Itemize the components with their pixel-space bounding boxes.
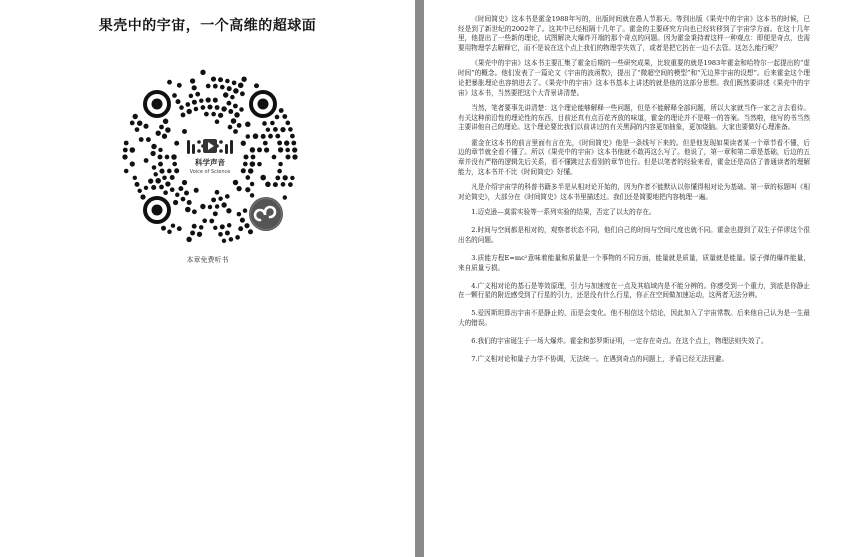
qr-dot [245, 187, 250, 192]
qr-dot [254, 83, 259, 88]
right-page [424, 0, 844, 557]
qr-dot [218, 196, 223, 201]
qr-dot [241, 77, 246, 82]
qr-dot [225, 79, 230, 84]
qr-dot [158, 162, 163, 167]
qr-dot [140, 194, 145, 199]
qr-dot [181, 112, 186, 117]
qr-dot [181, 197, 186, 202]
qr-dot [225, 231, 230, 236]
qr-dot [257, 162, 262, 167]
qr-dot [152, 165, 157, 170]
qr-dot [223, 92, 228, 97]
qr-dot [222, 239, 226, 243]
qr-dot [225, 194, 230, 199]
qr-dot [171, 224, 175, 228]
qr-dot [220, 224, 225, 229]
qr-dot [264, 147, 269, 152]
qr-dot [130, 121, 135, 126]
book-text [458, 15, 810, 373]
qr-dot [172, 93, 177, 98]
qr-dot [159, 125, 164, 130]
list-item: 4.广义相对论的基石是等效原理，引力与加速度在一点及其临域内是不能分辨的。你感受到一个重力，到底是你静止在一颗行星的附近感受到了行星的引力，还是没有什么行星，你正在空间做加速运动，这两者无法分辨。 [458, 281, 810, 300]
qr-dot [192, 100, 197, 105]
qr-dot [292, 154, 297, 159]
qr-dot [163, 190, 168, 195]
qr-dot [130, 147, 136, 153]
qr-dot [213, 84, 218, 89]
qr-dot [190, 231, 195, 236]
qr-dot [245, 175, 250, 180]
qr-dot [243, 154, 248, 159]
qr-dot [182, 129, 187, 134]
qr-dot [272, 155, 277, 160]
qr-dot [175, 193, 179, 197]
qr-dot [283, 195, 287, 199]
qr-dot [226, 101, 231, 106]
qr-dot [263, 141, 268, 146]
qr-dot [197, 232, 202, 237]
qr-dot [236, 186, 241, 191]
qr-dot [270, 121, 275, 126]
qr-dot [123, 148, 128, 153]
voice-of-science-logo [177, 124, 243, 190]
qr-dot [231, 118, 237, 124]
qr-dot [155, 178, 161, 184]
qr-dot [288, 127, 293, 132]
paragraph: 霍金在这本书的前言里面有言在先，《时间简史》他是一条线写下来的。但是他发现如果读者某一个章节看不懂，后边的章节就全看不懂了。所以《果壳中的宇宙》这本书他就不敢再这么写了。他说了，第一章和第二章是基础，后边的五章并没有严格的逻辑先后关系，看不懂跳过去看别的章节也行。但是以笔者的经验来看，霍金还是高估了普通读者的理解能力，这本书并不比《时间简史》好懂。 [458, 138, 810, 176]
qr-dot [211, 112, 216, 117]
qr-dot [245, 122, 250, 127]
qr-finder-top-left [145, 92, 169, 116]
qr-dot [163, 119, 168, 124]
qr-dot [204, 112, 209, 117]
qr-dot [218, 113, 223, 118]
qr-dot [292, 147, 297, 152]
qr-dot [239, 107, 244, 112]
qr-dot [277, 140, 282, 145]
qr-dot [237, 212, 242, 217]
qr-dot [122, 154, 127, 159]
qr-dot [167, 230, 172, 235]
mini-program-badge-icon [249, 197, 283, 231]
qr-dot [185, 207, 191, 213]
qr-dot [179, 105, 184, 110]
qr-dot [279, 108, 284, 113]
qr-dot [151, 144, 156, 149]
qr-dot [284, 140, 289, 145]
page-gutter [415, 0, 424, 557]
qr-dot [241, 141, 246, 146]
qr-dot [253, 133, 259, 139]
qr-dot [218, 232, 223, 237]
qr-dot [195, 92, 200, 97]
qr-dot [250, 193, 255, 198]
qr-dot [206, 84, 211, 89]
qr-dot [182, 180, 187, 185]
qr-dot [243, 208, 248, 213]
qr-dot [227, 86, 232, 91]
list-item: 5.爱因斯坦算出宇宙不是静止的，而是会变化。他不相信这个结论，因此加入了宇宙常数。后来他自己认为是一生最大的错误。 [458, 309, 810, 328]
qr-dot [158, 148, 162, 152]
qr-dot [240, 91, 245, 96]
qr-dot [233, 129, 238, 134]
qr-dot [285, 121, 290, 126]
qr-caption: 本章免费听书 [186, 256, 229, 264]
qr-dot [192, 209, 197, 214]
svg-text:科学声音: 科学声音 [195, 158, 225, 167]
list-item: 6.我们的宇宙诞生于一场大爆炸。霍金和彭罗斯证明，一定存在奇点。在这个点上，物理法则失效了。 [471, 337, 768, 346]
qr-dot [261, 134, 266, 139]
qr-finder-bottom-left [145, 198, 169, 222]
qr-dot [262, 121, 267, 126]
qr-dot [192, 85, 197, 90]
qr-dot [148, 178, 153, 183]
qr-dot [174, 168, 179, 173]
qr-dot [133, 114, 138, 119]
qr-dot [170, 175, 175, 180]
qr-dot [144, 186, 148, 190]
qr-dot [213, 98, 218, 103]
qr-dot [248, 229, 253, 234]
list-item: 3.质能方程E=mc²意味着能量和质量是一个事物的不同方面，能量就是质量，质量就是能量。原子弹的爆炸能量，来自质量亏损。 [458, 253, 810, 272]
qr-dot [124, 141, 129, 146]
qr-dot [213, 226, 217, 230]
qr-dot [211, 197, 216, 202]
paragraph: 《果壳中的宇宙》这本书主要汇集了霍金后期的一些研究成果，比较重要的就是1983年霍金和哈特尔一起提出的“虚时间”的概念。他们发表了一篇论文《宇宙的波函数》，提出了“微超空间的模型”和“无边界宇宙的设想”。后来霍金这个理论把暴胀理论也容纳进去了。《果壳中的宇宙》这本书基本上讲述的就是他的这部分思想。我们既然要讲述《果壳中的宇宙》这本书，当然要把这个大背景讲清楚。 [458, 59, 810, 97]
qr-dot [273, 127, 278, 132]
qr-dot [215, 105, 220, 110]
qr-dot [278, 162, 282, 166]
qr-finder-top-right [251, 92, 275, 116]
qr-dot [184, 191, 189, 196]
qr-dot [244, 223, 249, 228]
qr-dot [156, 131, 161, 136]
qr-dot [165, 127, 171, 133]
qr-dot [137, 120, 142, 125]
qr-code[interactable] [121, 68, 299, 246]
qr-dot [177, 226, 182, 231]
qr-dot [135, 127, 140, 132]
qr-dot [146, 137, 151, 142]
qr-dot [202, 219, 207, 224]
qr-dot [209, 219, 214, 224]
qr-dot [139, 137, 144, 142]
qr-dot [177, 83, 182, 88]
qr-dot [221, 202, 226, 207]
qr-dot [186, 109, 191, 114]
qr-dot [285, 148, 290, 153]
qr-dot [235, 235, 240, 240]
qr-dot [162, 176, 167, 181]
qr-code-graphic [121, 68, 299, 246]
qr-dot [189, 94, 194, 99]
qr-dot [159, 169, 164, 174]
qr-dot [206, 97, 211, 102]
qr-dot [221, 106, 226, 111]
qr-dot [260, 175, 266, 181]
qr-dot [275, 115, 280, 120]
qr-dot [161, 226, 166, 231]
qr-dot [233, 104, 238, 109]
qr-dot [277, 169, 282, 174]
qr-dot [187, 200, 192, 205]
qr-dot [143, 124, 148, 129]
qr-dot [285, 154, 290, 159]
qr-dot [246, 134, 251, 139]
left-page [0, 0, 415, 557]
page-title: 果壳中的宇宙，一个高维的超球面 [98, 18, 317, 34]
qr-dot [229, 237, 234, 242]
qr-dot [192, 224, 197, 229]
qr-dot [273, 182, 278, 187]
qr-dot [251, 155, 256, 160]
qr-dot [171, 154, 177, 160]
qr-dot [250, 147, 255, 152]
qr-dot [233, 180, 238, 185]
paragraph: 当然，笔者要事先讲清楚：这个理论能够解释一些问题，但是不能解释全部问题，所以大家就当作一家之言去看待。有关这种前沿性的理论性的东西，目前还真有点百花齐放的味道，霍金的理论并不是唯一的答案。当然啦，他写的书当然主要讲他自己的理论。这个理论要比我们以前讲过的有关黑洞的内容更加抽象，更加烧脑。大家也要做好心理准备。 [458, 103, 810, 132]
qr-dot [280, 127, 285, 132]
qr-dot [199, 225, 204, 230]
qr-dot [159, 185, 164, 190]
qr-dot [199, 98, 203, 102]
qr-dot [194, 188, 199, 193]
qr-dot [194, 107, 198, 111]
qr-dot [215, 204, 219, 208]
paragraph: 凡是介绍宇宙学的科普书籍多半是从相对论开始的，因为作者不能默认以你懂得相对论为基础。第一章的标题叫《相对论简史》，大部分在《时间简史》这本书里描述过。我们还是简要地把内容梳理一遍。 [458, 182, 810, 201]
qr-dot [250, 182, 254, 186]
qr-dot [167, 169, 172, 174]
qr-dot [167, 80, 172, 85]
qr-dot [227, 223, 232, 228]
qr-dot [290, 134, 295, 139]
paragraph: 《时间简史》这本书是霍金1988年写的，出版时间就在愚人节那天。等到出版《果壳中的宇宙》这本书的时候，已经是到了新世纪的2002年了。这其中已经相隔十几年了。霍金的主要研究方向也已经转移到了宇宙学方面。在这十几年里，他提出了一些新的理论，试图解决大爆炸开端的那个奇点的问题。因为霍金秉持着这样一种观点：即便是奇点，也需要用物理学去解释它，而不是说在这个点上我们的物理学失效了，或者是把它扔在一边不去管。这怎么能行呢？ [458, 15, 810, 53]
qr-dot [158, 155, 163, 160]
qr-dot [282, 114, 287, 119]
qr-dot [288, 182, 293, 187]
qr-dot [200, 70, 205, 75]
qr-dot [200, 204, 205, 209]
qr-dot [130, 161, 135, 166]
qr-dot [144, 158, 149, 163]
qr-dot [165, 181, 170, 186]
qr-dot [266, 127, 270, 131]
qr-dot [185, 102, 190, 107]
qr-dot [211, 77, 216, 82]
qr-dot [290, 176, 294, 180]
qr-dot [250, 161, 256, 167]
qr-dot [275, 176, 280, 181]
qr-dot [207, 104, 212, 109]
svg-text:Voice of Science: Voice of Science [189, 169, 231, 175]
qr-dot [281, 182, 286, 187]
qr-dot [178, 186, 183, 191]
qr-dot [268, 134, 273, 139]
qr-dot [162, 134, 167, 139]
qr-dot [238, 83, 244, 89]
qr-dot [153, 172, 157, 176]
qr-dot [257, 147, 262, 152]
qr-dot [226, 208, 231, 213]
qr-dot [220, 85, 225, 90]
qr-dot [173, 200, 178, 205]
qr-dot [124, 169, 129, 174]
qr-dot [213, 211, 218, 216]
qr-dot [238, 226, 243, 231]
qr-dot [150, 151, 155, 156]
qr-dot [175, 99, 180, 104]
list-item: 1.迈克逊—莫雷实验等一系列实验的结果，否定了以太的存在。 [471, 207, 656, 216]
qr-dot [174, 141, 179, 146]
qr-dot [170, 187, 175, 192]
qr-dot [218, 77, 223, 82]
qr-dot [228, 109, 233, 114]
qr-dot [248, 168, 253, 173]
qr-dot [137, 189, 141, 193]
qr-dot [172, 162, 177, 167]
qr-dot [275, 134, 280, 139]
qr-dot [165, 155, 170, 160]
qr-dot [283, 175, 288, 180]
qr-dot [190, 78, 195, 83]
qr-dot [265, 182, 271, 188]
qr-dot [186, 237, 191, 242]
qr-dot [228, 125, 233, 130]
qr-dot [215, 190, 220, 195]
qr-dot [232, 80, 237, 85]
qr-dot [241, 168, 246, 173]
qr-dot [237, 123, 242, 128]
qr-dot [151, 185, 156, 190]
qr-dot [291, 141, 296, 146]
list-item: 2.时间与空间都是相对的，观察者状态不同，他们自己的时间与空间尺度也就不同。霍金也提到了双生子佯谬这个很出名的问题。 [458, 226, 810, 244]
qr-dot [201, 105, 206, 110]
qr-dot [208, 205, 212, 209]
qr-dot [233, 88, 239, 94]
qr-dot [135, 182, 140, 187]
qr-dot [278, 147, 283, 152]
list-item: 7.广义相对论和量子力学不协调，无法统一。在遇到奇点的问题上，矛盾已经无法回避。 [471, 355, 729, 364]
qr-dot [243, 162, 248, 167]
qr-dot [234, 112, 239, 117]
qr-dot [240, 218, 245, 223]
qr-dot [133, 176, 137, 180]
qr-dot [215, 119, 220, 124]
qr-dot [230, 95, 235, 100]
